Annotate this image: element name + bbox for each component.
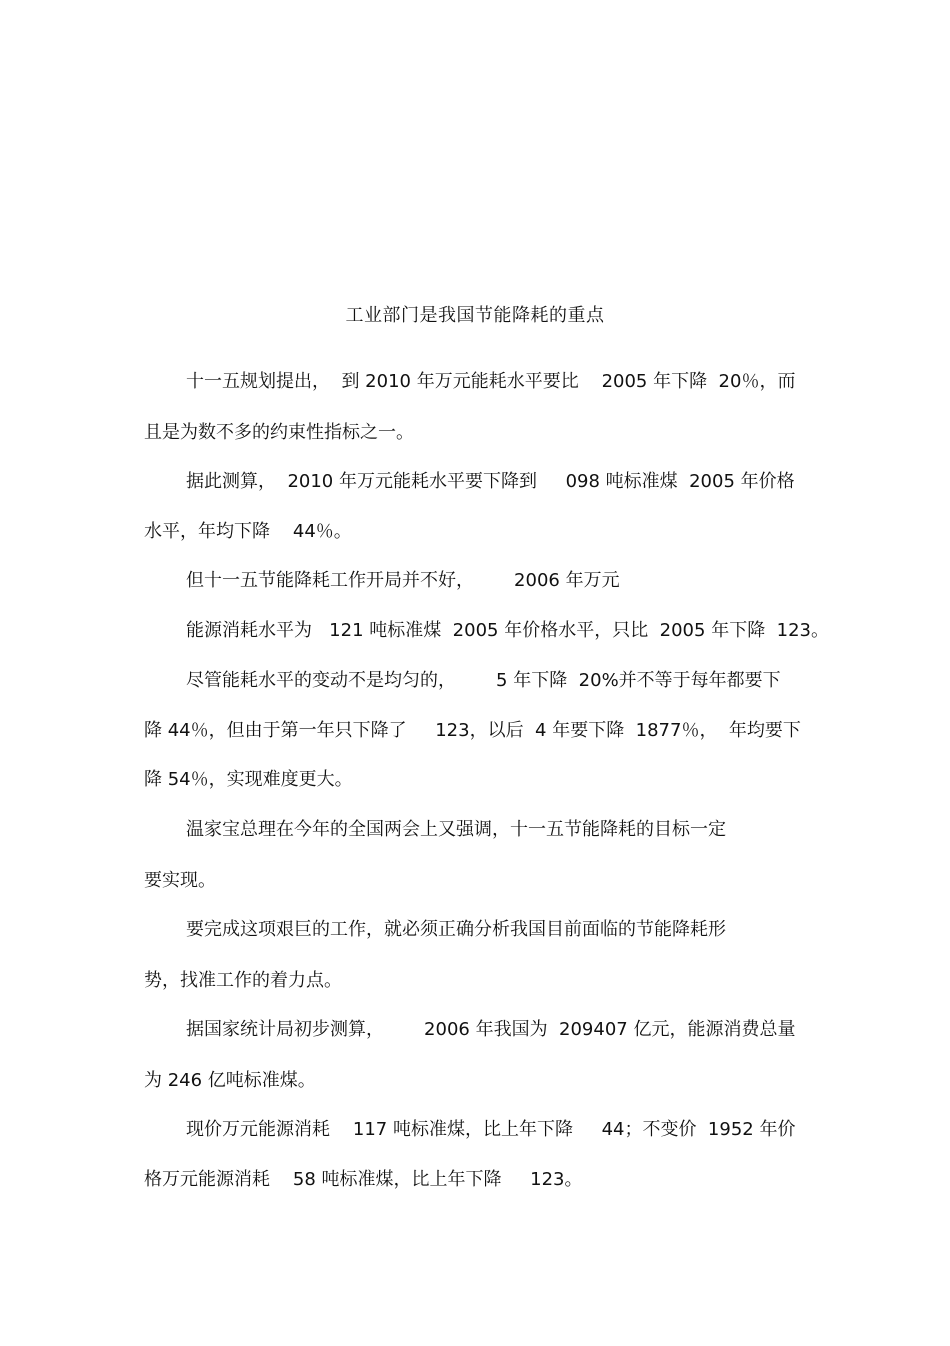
paragraph-5-line-3: 降 54％，实现难度更大。 <box>144 769 353 790</box>
paragraph-1-line-2: 且是为数不多的约束性指标之一。 <box>144 422 414 443</box>
paragraph-4-line-1: 能源消耗水平为 121 吨标准煤 2005 年价格水平，只比 2005 年下降 123。 <box>186 620 829 641</box>
paragraph-5-line-2: 降 44％，但由于第一年只下降了 123，以后 4 年要下降 1877％， 年均要下 <box>144 720 801 741</box>
paragraph-3-line-1: 但十一五节能降耗工作开局并不好， 2006 年万元 <box>186 570 620 591</box>
paragraph-9-line-2: 格万元能源消耗 58 吨标准煤，比上年下降 123。 <box>144 1169 583 1190</box>
paragraph-8-line-1: 据国家统计局初步测算， 2006 年我国为 209407 亿元，能源消费总量 <box>186 1019 796 1040</box>
paragraph-6-line-2: 要实现。 <box>144 870 216 891</box>
paragraph-6-line-1: 温家宝总理在今年的全国两会上又强调，十一五节能降耗的目标一定 <box>186 819 726 840</box>
paragraph-9-line-1: 现价万元能源消耗 117 吨标准煤，比上年下降 44；不变价 1952 年价 <box>186 1119 796 1140</box>
paragraph-7-line-2: 势，找准工作的着力点。 <box>144 970 342 991</box>
document-title: 工业部门是我国节能降耗的重点 <box>345 305 605 326</box>
paragraph-1-line-1: 十一五规划提出， 到 2010 年万元能耗水平要比 2005 年下降 20％，而 <box>186 371 796 392</box>
paragraph-8-line-2: 为 246 亿吨标准煤。 <box>144 1070 316 1091</box>
paragraph-5-line-1: 尽管能耗水平的变动不是均匀的， 5 年下降 20%并不等于每年都要下 <box>186 670 781 691</box>
paragraph-2-line-1: 据此测算， 2010 年万元能耗水平要下降到 098 吨标准煤 2005 年价格 <box>186 471 795 492</box>
paragraph-2-line-2: 水平，年均下降 44％。 <box>144 521 352 542</box>
paragraph-7-line-1: 要完成这项艰巨的工作，就必须正确分析我国目前面临的节能降耗形 <box>186 919 726 940</box>
